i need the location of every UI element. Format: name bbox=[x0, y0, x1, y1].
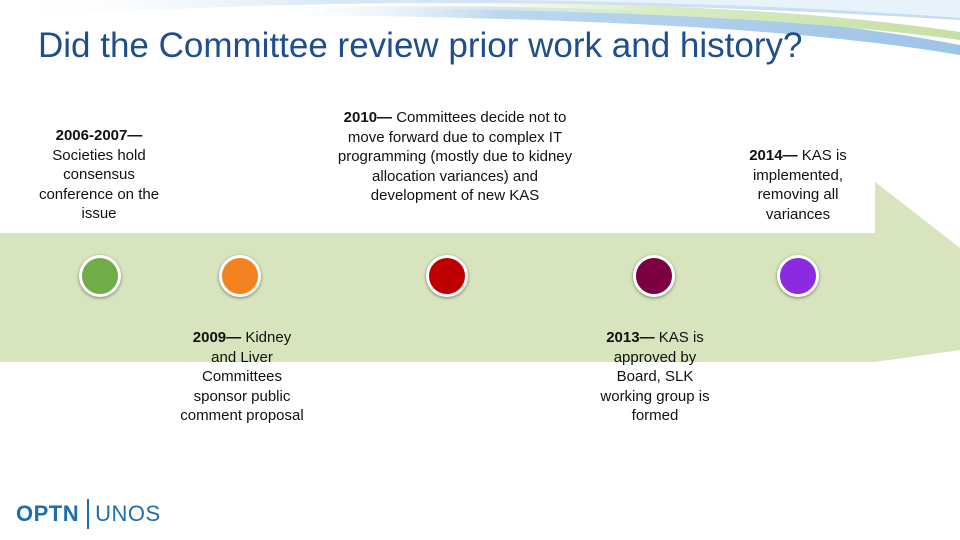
event-year: 2013— bbox=[606, 329, 655, 346]
timeline-dot-2010 bbox=[426, 255, 468, 297]
event-text: KAS is approved by Board, SLK working group is formed bbox=[600, 329, 710, 425]
logo-optn: OPTN bbox=[16, 501, 80, 526]
logo-divider bbox=[87, 499, 89, 529]
optn-unos-logo bbox=[16, 496, 161, 532]
event-year: 2009— bbox=[192, 329, 242, 346]
timeline-dot-2009 bbox=[219, 255, 261, 297]
event-2014 bbox=[735, 146, 861, 224]
event-text: Societies hold consensus conference on the issue bbox=[38, 146, 160, 223]
event-2006-2007 bbox=[36, 126, 162, 224]
event-year: 2014— bbox=[749, 147, 798, 164]
event-text: Committees decide not to move forward due to complex IT programming (mostly due to kidney allocation variances) and development of new KAS bbox=[337, 109, 573, 205]
event-year: 2006-2007— bbox=[55, 127, 143, 144]
event-2013 bbox=[592, 328, 718, 426]
timeline-dot-2013 bbox=[633, 255, 675, 297]
event-text: Kidney and Liver Committees sponsor public comment proposal bbox=[180, 329, 304, 425]
event-text: KAS is implemented, removing all variances bbox=[752, 147, 847, 223]
timeline-dot-2014 bbox=[777, 255, 819, 297]
event-year: 2010— bbox=[343, 109, 393, 126]
slide-title: Did the Committee review prior work and history? bbox=[38, 26, 803, 65]
event-2010 bbox=[335, 108, 575, 206]
timeline-dot-2006 bbox=[79, 255, 121, 297]
event-2009 bbox=[180, 328, 304, 426]
logo-unos: UNOS bbox=[95, 501, 161, 526]
